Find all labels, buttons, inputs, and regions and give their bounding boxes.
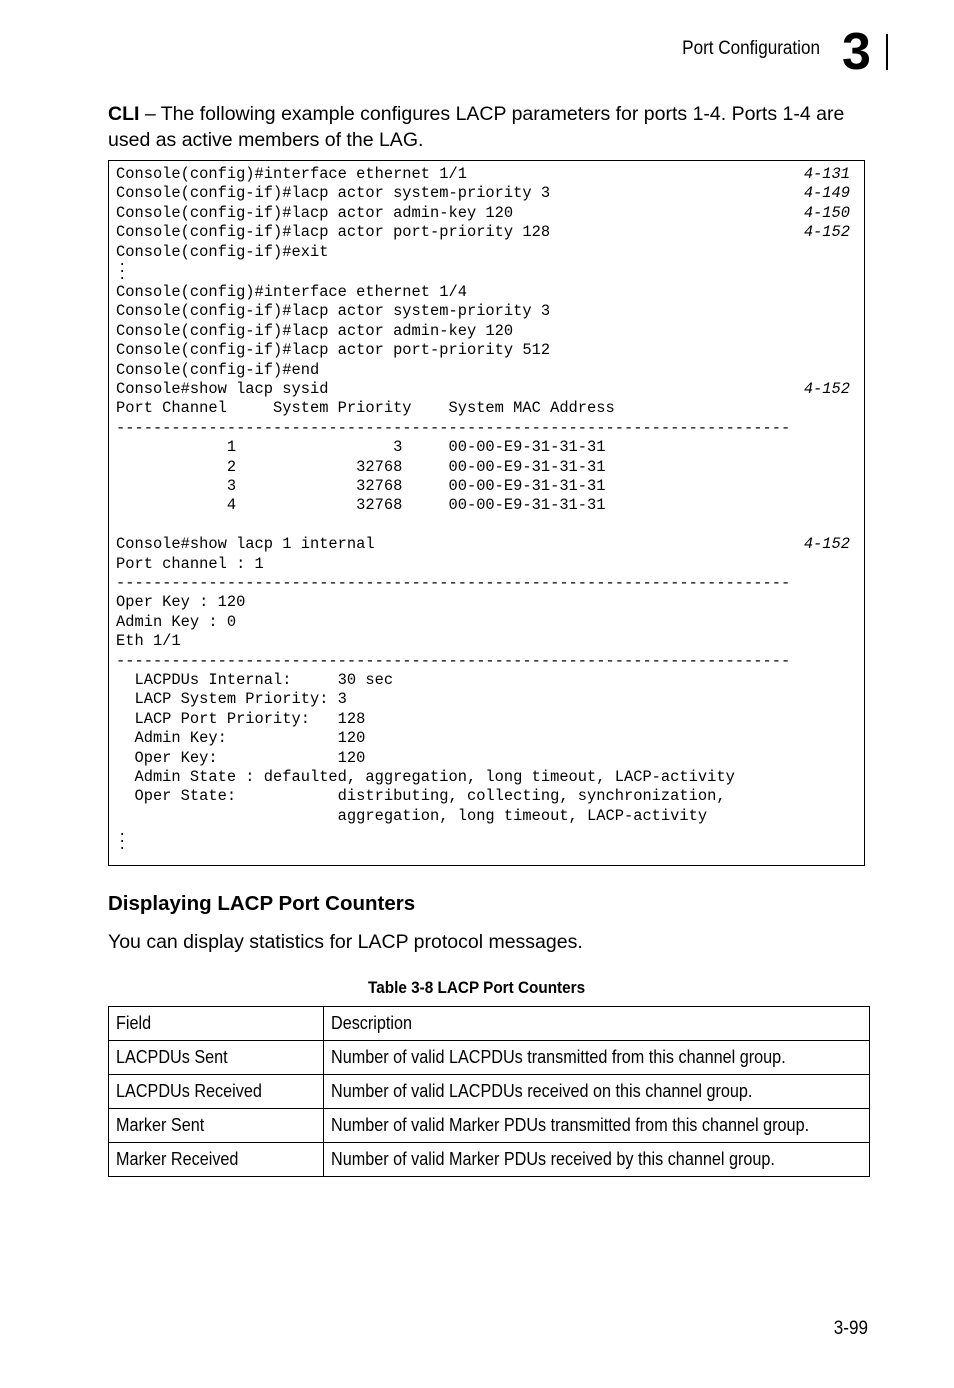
chapter-divider [886,34,888,70]
code-line: Oper Key: 120 [116,748,366,767]
code-line: Console(config)#interface ethernet 1/1 [116,165,467,183]
table-cell [323,1143,869,1177]
table-cell-text: Description [330,1013,412,1033]
table-cell [109,1007,324,1041]
table-cell [109,1041,324,1075]
running-header-title: Port Configuration [682,38,820,59]
code-line: 1 3 00-00-E9-31-31-31 [116,438,606,457]
code-line: ------------------------------------------------------------------------- [116,418,791,437]
code-line: Port channel : 1 [116,554,264,573]
code-reference: 4-152 [803,380,850,398]
table-row [109,1109,870,1143]
code-reference: 4-149 [803,184,850,203]
code-line: Console(config)#interface ethernet 1/4 [116,283,467,301]
table-cell [109,1109,324,1143]
code-line: Eth 1/1 [116,632,181,651]
code-line: Console(config-if)#lacp actor system-priority 3 [116,302,551,321]
code-line: aggregation, long timeout, LACP-activity [116,806,708,825]
code-line: Admin Key: 120 [116,729,366,748]
table-caption-text: Table 3-8 LACP Port Counters [368,978,586,997]
code-reference: 4-152 [803,223,850,242]
code-reference: 4-150 [803,203,850,222]
intro-text: – The following example configures LACP parameters for ports 1-4. Ports 1-4 are used as active members of the LAG. [108,103,845,151]
table-cell-text: Number of valid LACPDUs transmitted from this channel group. [330,1047,786,1067]
code-line: LACP Port Priority: 128 [116,709,366,728]
code-line: Console(config-if)#lacp actor port-priority 128 [116,223,551,242]
code-line: Oper Key : 120 [116,593,246,612]
table-cell-text: LACPDUs Received [116,1081,262,1101]
table-cell-text: Number of valid LACPDUs received on this channel group. [330,1081,753,1101]
code-line: Console(config-if)#lacp actor admin-key 120 [116,203,514,222]
code-line: Console(config-if)#end [116,360,320,379]
table-caption [0,978,954,998]
table-cell [323,1007,869,1041]
code-line: Console#show lacp sysid [116,380,329,398]
table-cell-text: Field [116,1013,152,1033]
intro-lead: CLI [108,103,140,125]
table-cell [323,1075,869,1109]
code-line: Console(config-if)#exit [116,242,329,261]
code-line: LACP System Priority: 3 [116,690,347,709]
code-line: 2 32768 00-00-E9-31-31-31 [116,457,606,476]
table-cell-text: Number of valid Marker PDUs received by this channel group. [330,1149,775,1169]
code-line: ------------------------------------------------------------------------- [116,651,791,670]
page-number: 3-99 [833,1318,868,1339]
table-header-row [109,1007,870,1041]
section-body: You can display statistics for LACP protocol messages. [108,931,583,953]
table-cell [323,1041,869,1075]
code-line: Oper State: distributing, collecting, synchronization, [116,787,726,806]
section-heading: Displaying LACP Port Counters [108,892,416,915]
code-line: Admin State : defaulted, aggregation, long timeout, LACP-activity [116,768,735,786]
code-reference: 4-152 [803,535,850,554]
code-line: Console(config-if)#lacp actor system-priority 3 [116,184,551,203]
table-cell-text: Marker Sent [116,1115,205,1135]
code-line: Console#show lacp 1 internal [116,535,375,554]
code-line: Port Channel System Priority System MAC Address [116,399,615,418]
vertical-ellipsis-icon: · · · [118,827,127,857]
lacp-counters-table [108,1006,870,1177]
code-line: ------------------------------------------------------------------------- [116,574,791,592]
code-line: Console(config-if)#lacp actor admin-key 120 [116,321,514,340]
table-row [109,1143,870,1177]
code-line: 4 32768 00-00-E9-31-31-31 [116,496,606,515]
code-line: Console(config-if)#lacp actor port-priority 512 [116,341,551,360]
table-cell [109,1143,324,1177]
code-line: 3 32768 00-00-E9-31-31-31 [116,477,606,495]
chapter-number: 3 [842,23,871,81]
table-cell-text: LACPDUs Sent [116,1047,228,1067]
code-line: LACPDUs Internal: 30 sec [116,671,394,689]
table-row [109,1041,870,1075]
table-cell-text: Number of valid Marker PDUs transmitted from this channel group. [330,1115,809,1135]
cli-example-box [108,160,865,866]
table-row [109,1075,870,1109]
table-cell-text: Marker Received [116,1149,239,1169]
table-cell [323,1109,869,1143]
code-reference: 4-131 [803,165,850,183]
table-cell [109,1075,324,1109]
intro-paragraph [108,101,868,153]
vertical-ellipsis-icon: · · · [118,257,127,287]
code-line: Admin Key : 0 [116,612,237,631]
